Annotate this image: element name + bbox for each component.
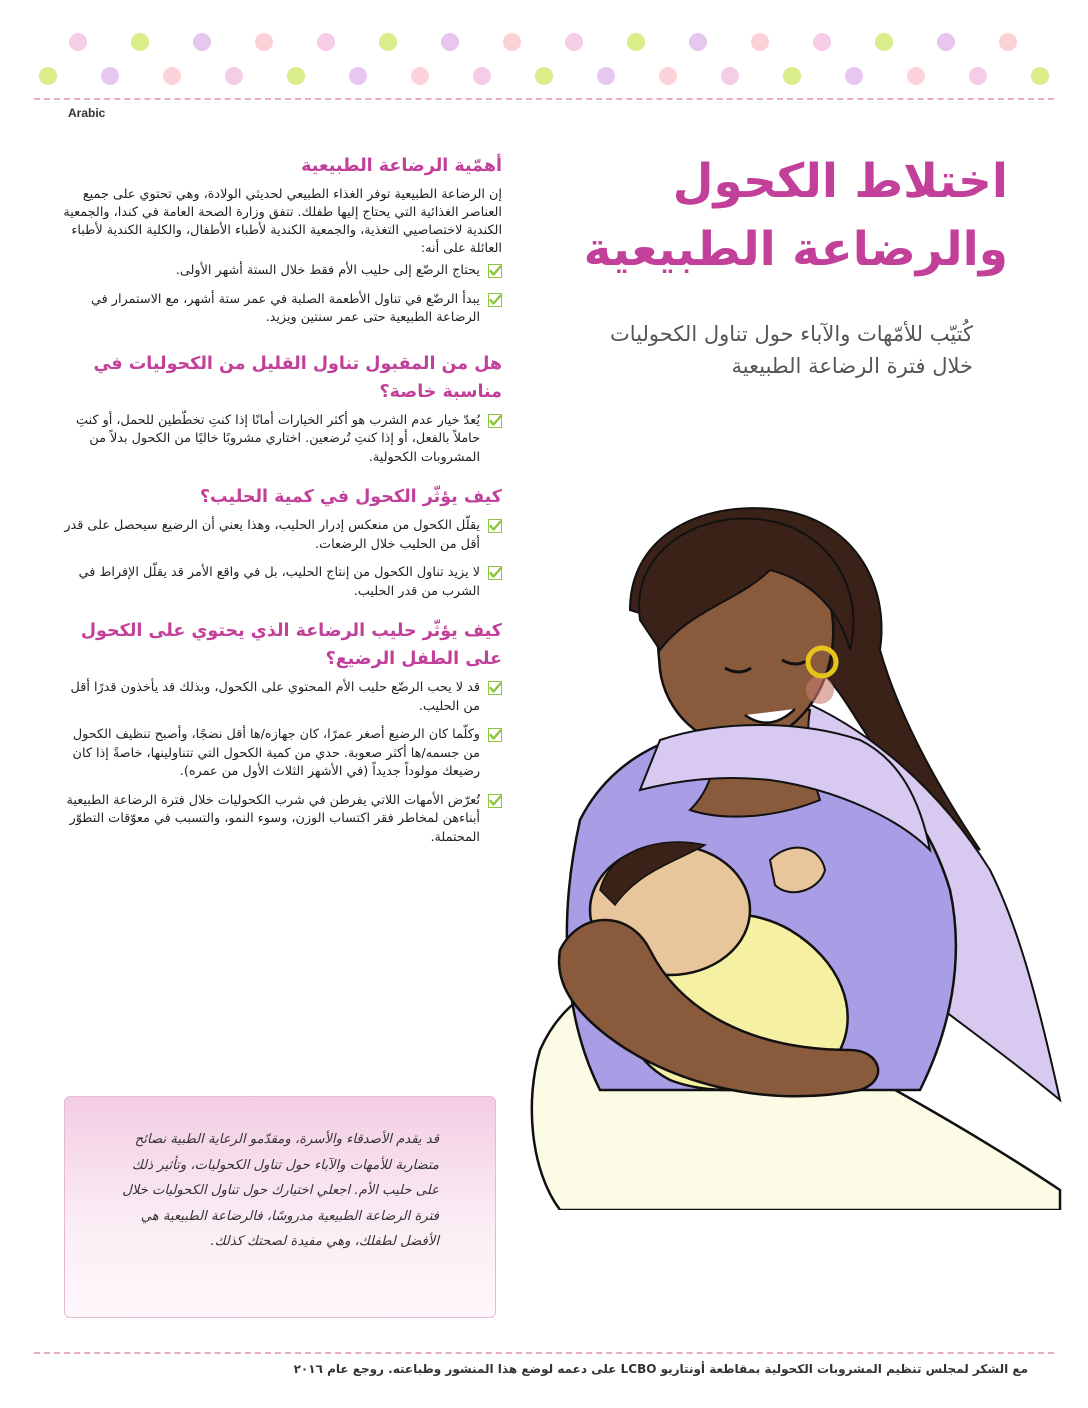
top-dashed-rule [34,98,1054,100]
polka-dot [907,67,925,85]
polka-dot [535,67,553,85]
polka-dot [473,67,491,85]
check-list [62,412,502,468]
list-item-text: يقلّل الكحول من منعكس إدرار الحليب، وهذا يعني أن الرضيع سيحصل على قدر أقل من الحليب خلال الرضعات. [64,518,480,552]
language-label: Arabic [68,106,106,120]
bottom-dashed-rule [34,1352,1054,1354]
polka-dot [845,67,863,85]
page-title [548,148,1008,284]
content-column [62,152,502,857]
subtitle-line-1: كُتيّب للأمّهات والآباء حول تناول الكحوليات [610,322,973,346]
list-item [62,726,502,782]
list-item [62,262,502,281]
polka-dot [969,67,987,85]
checkmark-icon [488,414,502,428]
list-item [62,564,502,601]
polka-dot [751,33,769,51]
list-item [62,291,502,328]
checkmark-icon [488,728,502,742]
section-small-amount [62,350,502,468]
subtitle-line-2: خلال فترة الرضاعة الطبيعية [731,354,973,378]
check-list [62,679,502,847]
polka-dot [349,67,367,85]
title-line-1: اختلاط الكحول [672,154,1008,209]
list-item [62,679,502,716]
list-item-text: لا يزيد تناول الكحول من إنتاج الحليب، بل في واقع الأمر قد يقلّل الإفراط في الشرب من قدر الحليب. [78,565,480,599]
cheek-blush [806,676,834,704]
polka-dot [131,33,149,51]
polka-dot [411,67,429,85]
polka-dot [813,33,831,51]
checkmark-icon [488,264,502,278]
list-item-text: قد لا يحب الرضّع حليب الأم المحتوي على الكحول، وبذلك قد يأخذون قدرًا أقل من الحليب. [70,680,480,714]
polka-dot [875,33,893,51]
breastfeeding-mother-illustration [520,490,1080,1210]
page-subtitle [543,318,973,382]
polka-dot [659,67,677,85]
checkmark-icon [488,519,502,533]
polka-dot [937,33,955,51]
polka-dot [225,67,243,85]
checkmark-icon [488,566,502,580]
section-heading: كيف يؤثّر الكحول في كمية الحليب؟ [199,487,502,507]
checkmark-icon [488,794,502,808]
polka-dot [565,33,583,51]
polka-dot [689,33,707,51]
checkmark-icon [488,681,502,695]
section-heading: كيف يؤثّر حليب الرضاعة الذي يحتوي على الكحول على الطفل الرضيع؟ [80,621,502,669]
polka-dot [193,33,211,51]
polka-dot [441,33,459,51]
polka-dot [287,67,305,85]
checkmark-icon [488,293,502,307]
polka-dot [255,33,273,51]
polka-dot-border [0,28,1088,98]
section-importance [62,152,502,328]
polka-dot [101,67,119,85]
polka-dot [379,33,397,51]
polka-dot [69,33,87,51]
section-heading: هل من المقبول تناول القليل من الكحوليات في مناسبة خاصة؟ [93,353,502,402]
check-list [62,517,502,601]
title-line-2: والرضاعة الطبيعية [583,222,1008,277]
polka-dot [503,33,521,51]
list-item [62,412,502,468]
list-item-text: يُعدّ خيار عدم الشرب هو أكثر الخيارات أمانًا إذا كنتِ تخطّطين للحمل، أو كنتِ حاملاً بالفعل، أو إذا كنتِ تُرضعين. اختاري مشروبًا خاليًا من الكحول بدلاً من المشروبات الكحولية. [75,412,480,465]
polka-dot [317,33,335,51]
section-heading: أهمّية الرضاعة الطبيعية [301,156,502,176]
polka-dot [999,33,1017,51]
list-item-text: وكلّما كان الرضيع أصغر عمرًا، كان جهازه/ها أقل نضجًا، وأصبح تنظيف الكحول من جسمه/ها أكثر صعوبة. حدي من كمية الكحول التي تتناولينها، خاصةً إذا كان رضيعك مولوداً جديداً (في الأشهر الثلاث الأول من عمره). [72,727,480,779]
list-item [62,792,502,848]
polka-dot [1031,67,1049,85]
polka-dot [163,67,181,85]
advice-callout-box [64,1096,496,1318]
polka-dot [39,67,57,85]
polka-dot [721,67,739,85]
footer-credit: مع الشكر لمجلس تنظيم المشروبات الكحولية بمقاطعة أونتاريو LCBO على دعمه لوضع هذا المنشور وطباعته. روجع عام ٢٠١٦ [293,1362,1028,1376]
list-item-text: تُعرّض الأمهات اللاتي يفرطن في شرب الكحوليات خلال فترة الرضاعة الطبيعية أبناءهن لمخاطر فقر اكتساب الوزن، وسوء النمو، والتسبب في معوّقات التطوّر المحتملة. [66,792,480,845]
polka-dot [627,33,645,51]
polka-dot [783,67,801,85]
callout-text: قد يقدم الأصدقاء والأسرة، ومقدّمو الرعاية الطبية نصائح متضاربة للأمهات والآباء حول تناول الكحوليات، وتأثير ذلك على حليب الأم. اجعلي اختيارك حول تناول الكحوليات خلال فترة الرضاعة الطبيعية مدروسًا، فالرضاعة الطبيعية هي الأفضل لطفلك، وهي مفيدة لصحتك كذلك. [122,1132,439,1249]
polka-dot [597,67,615,85]
list-item-text: يحتاج الرضّع إلى حليب الأم فقط خلال الستة أشهر الأولى. [175,263,480,278]
list-item-text: يبدأ الرضّع في تناول الأطعمة الصلبة في عمر ستة أشهر، مع الاستمرار في الرضاعة الطبيعية حتى عمر سنتين ويزيد. [90,291,480,325]
section-paragraph: إن الرضاعة الطبيعية توفر الغذاء الطبيعي لحديثي الولادة، وهي تحتوي على جميع العناصر الغذائية التي يحتاج إليها طفلك. تتفق وزارة الصحة العامة في كندا، والجمعية الكندية لاختصاصيي التغذية، والجمعية الكندية لأطباء الأطفال، والكلية الكندية لأطباء العائلة على أنه: [63,187,502,256]
section-milk-supply [62,483,502,601]
list-item [62,517,502,554]
section-effect-on-baby [62,617,502,847]
check-list [62,262,502,328]
